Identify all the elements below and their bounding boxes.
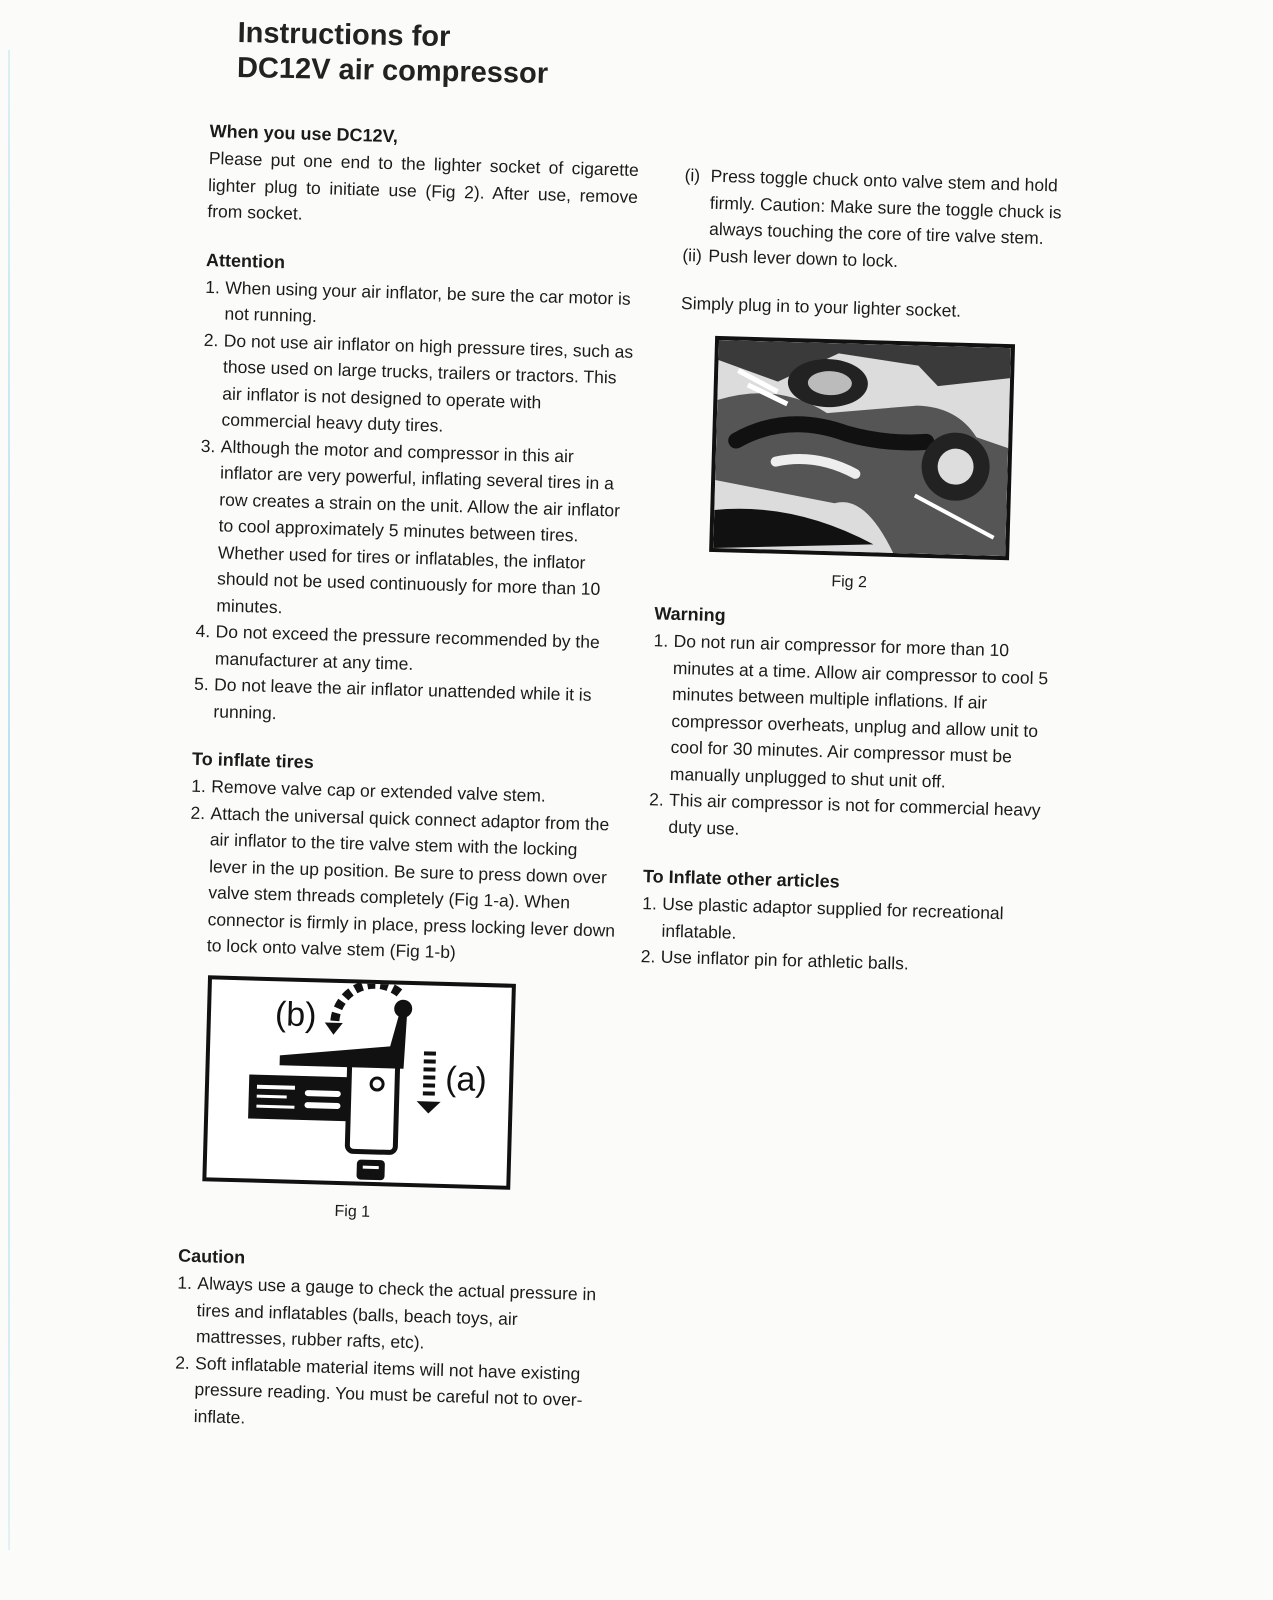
item-text: Attach the universal quick connect adaptor from the air inflator to the tire valve stem with the locking lever in the up position. Be sure to press down over valve stem threads completely (Fig 1-a). When connector is firmly in place, press locking lever down to lock onto valve stem (Fig 1-b) — [206, 802, 616, 963]
item-text: Although the motor and compressor in this air inflator are very powerful, inflating several tires in a row creates a strain on the unit. Allow the air inflator to cool approximately 5 minutes between tires. Whether used for tires or inflatables, the inflator should not be used continuously for more than 10 minutes. — [216, 435, 621, 617]
fig2-photo — [709, 335, 1015, 559]
page-title — [237, 16, 549, 92]
item-text: Use inflator pin for athletic balls. — [660, 946, 910, 974]
attention-heading: Attention — [205, 249, 286, 272]
item-number: 2. — [648, 789, 665, 810]
list-item — [201, 326, 634, 444]
item-text: Do not leave the air inflator unattended while it is running. — [213, 674, 592, 723]
use-text: Please put one end to the lighter socket of cigarette lighter plug to initiate use (Fig 2). After use, remove from socket. — [207, 147, 639, 224]
warning-section — [648, 600, 1073, 851]
attention-section — [193, 246, 636, 735]
item-number: 1. — [653, 630, 669, 651]
hand-plug-icon — [713, 340, 1011, 556]
attention-list — [193, 273, 635, 735]
inflate-tires-section — [179, 746, 622, 1233]
item-number: 1. — [177, 1272, 193, 1293]
item-text: Use plastic adaptor supplied for recreational inflatable. — [661, 893, 1004, 943]
item-number: 1. — [205, 276, 221, 297]
toggle-section — [682, 162, 1085, 279]
caution-section — [173, 1243, 608, 1441]
inflate-tires-list — [187, 773, 622, 970]
right-column — [640, 162, 1085, 1003]
item-text: Push lever down to lock. — [708, 245, 899, 271]
simple-plug-text: Simply plug in to your lighter socket. — [680, 292, 962, 321]
list-item — [173, 1349, 605, 1440]
item-number: 1. — [642, 893, 658, 914]
caution-list — [173, 1270, 607, 1441]
item-number: 3. — [200, 435, 216, 456]
use-heading: When you use DC12V, — [209, 120, 399, 147]
other-articles-heading: To Inflate other articles — [642, 866, 840, 892]
list-item — [648, 786, 1067, 851]
toggle-list — [682, 162, 1085, 279]
item-text: Soft inflatable material items will not have existing pressure reading. You must be careful not to over-inflate. — [193, 1352, 583, 1427]
list-item — [193, 671, 624, 736]
fig1-caption: Fig 1 — [334, 1202, 371, 1221]
item-text: Do not use air inflator on high pressure tires, such as those used on large trucks, trailers or tractors. This air inflator is not designed to operate with commercial heavy duty tires. — [221, 329, 634, 436]
item-text: This air compressor is not for commercial heavy duty use. — [668, 789, 1041, 839]
other-articles-list — [640, 890, 1064, 981]
caution-heading: Caution — [177, 1245, 246, 1268]
item-number: 2. — [174, 1352, 191, 1373]
item-number: 2. — [190, 802, 206, 823]
item-number: 1. — [191, 775, 207, 797]
item-text: Do not exceed the pressure recommended by the manufacturer at any time. — [214, 621, 601, 674]
item-number: 4. — [195, 620, 211, 642]
title-line-1: Instructions for — [237, 16, 451, 54]
other-articles-section — [640, 863, 1065, 981]
item-text: Remove valve cap or extended valve stem. — [211, 776, 547, 806]
item-number: 5. — [193, 673, 210, 695]
inflate-tires-heading: To inflate tires — [191, 748, 315, 773]
use-section — [207, 118, 640, 236]
item-text: Always use a gauge to check the actual pressure in tires and inflatables (balls, beach toys, air mattresses, rubber rafts, etc). — [195, 1273, 597, 1353]
left-column — [173, 118, 640, 1462]
item-number: (ii) — [682, 244, 703, 266]
list-item — [176, 1270, 608, 1361]
item-number: (i) — [684, 164, 701, 186]
list-item — [650, 627, 1072, 798]
item-text: When using your air inflator, be sure the car motor is not running. — [224, 276, 632, 327]
fig1-illustration — [202, 975, 516, 1190]
list-item — [187, 799, 621, 970]
list-item — [683, 162, 1085, 253]
item-text: Press toggle chuck onto valve stem and hold firmly. Caution: Make sure the toggle chuck is always touching the core of tire valve stem. — [708, 165, 1062, 249]
valve-adaptor-icon — [206, 979, 511, 1185]
warning-list — [648, 627, 1072, 851]
fig1-label-a: (a) — [444, 1059, 488, 1099]
scan-edge — [8, 50, 10, 1550]
item-text: Do not run air compressor for more than 10 minutes at a time. Allow air compressor to cool 5 minutes between multiple inflations. If air compressor overheats, unplug and allow unit to cool for 30 minutes. Air compressor must be manually unplugged to shut unit off. — [669, 630, 1049, 792]
fig2-caption: Fig 2 — [831, 572, 868, 591]
title-line-2: DC12V air compressor — [236, 51, 549, 90]
list-item — [196, 432, 631, 629]
item-number: 2. — [640, 946, 656, 967]
fig1-label-b: (b) — [274, 994, 318, 1034]
warning-heading: Warning — [654, 603, 726, 626]
item-number: 2. — [203, 329, 219, 350]
